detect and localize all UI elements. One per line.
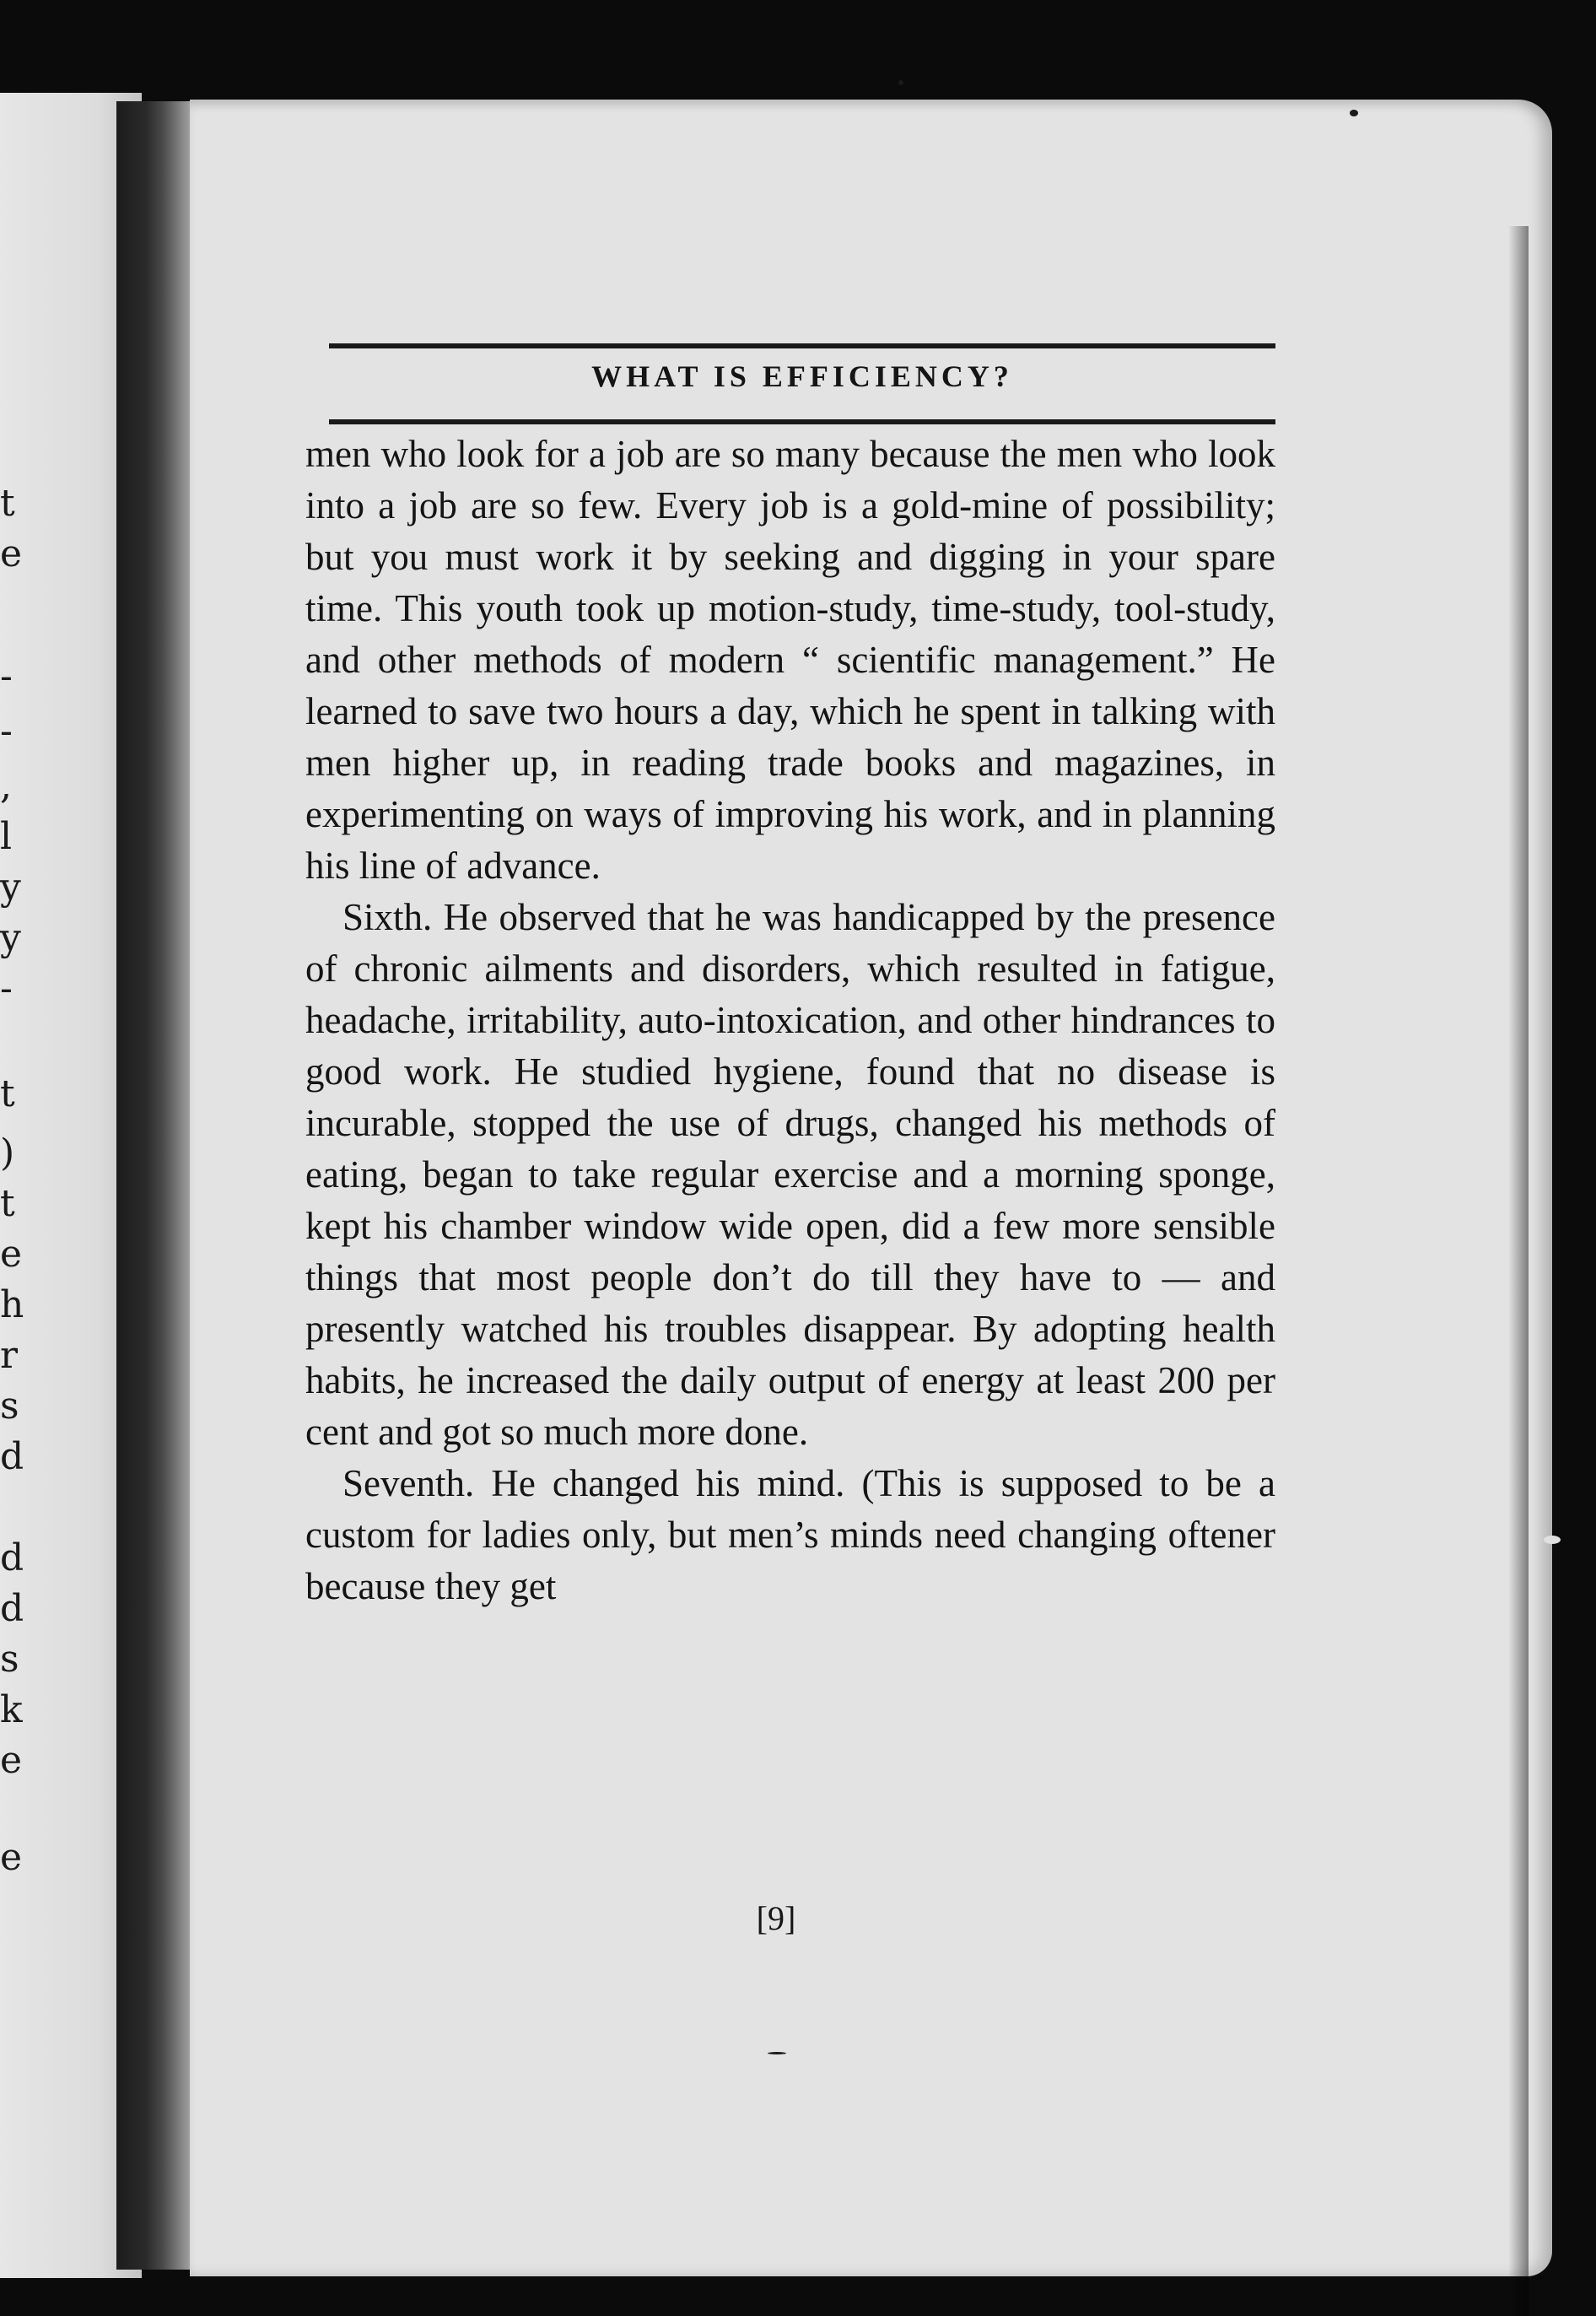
edge-letter: e	[0, 1739, 23, 1782]
book-gutter-shadow	[116, 101, 201, 2270]
edge-letter: e	[0, 1233, 23, 1276]
edge-letter: e	[0, 1836, 23, 1879]
edge-letter: e	[0, 532, 23, 575]
edge-letter: ,	[0, 764, 12, 807]
edge-letter: d	[0, 1587, 24, 1630]
edge-letter: )	[0, 1131, 15, 1174]
paragraph: men who look for a job are so many because the men who look into a job are so few. Every job is a gold-mine of possibility; but you must work it by seeking and digging in your spare time. This youth took up motion-study, time-study, tool-study, and other methods of modern “ scientific management.” He learned to save two hours a day, which he spent in talking with men higher up, in reading trade books and magazines, in experimenting on ways of improving his work, and in planning his line of advance.	[305, 433, 1275, 887]
dust-speck	[768, 2052, 786, 2054]
edge-letter: k	[0, 1688, 23, 1731]
header-rule-bottom	[329, 419, 1275, 424]
edge-letter: -	[0, 710, 13, 753]
edge-letter: s	[0, 1638, 19, 1681]
edge-letter: l	[0, 815, 13, 858]
header-rule-top	[329, 343, 1275, 348]
edge-letter: t	[0, 482, 15, 525]
edge-letter: -	[0, 967, 13, 1010]
running-head: WHAT IS EFFICIENCY?	[591, 359, 1013, 393]
dust-speck	[898, 80, 903, 85]
dust-speck	[1350, 110, 1358, 116]
edge-letter: t	[0, 1072, 15, 1115]
paragraph: Sixth. He observed that he was handicapped by the presence of chronic ailments and disorders, which resulted in fatigue, headache, irritability, auto-intoxication, and other hindrances to good work. He studied hygiene, found that no disease is incurable, stopped the use of drugs, changed his methods of eating, began to take regular exercise and a morning sponge, kept his chamber window wide open, did a few more sensible things that most people don’t do till they have to — and presently watched his troubles disappear. By adopting health habits, he increased the daily output of energy at least 200 per cent and got so much more done.	[305, 896, 1275, 1453]
edge-letter: h	[0, 1283, 24, 1326]
edge-letter: y	[0, 866, 21, 909]
page-edge-shadow	[1508, 226, 1529, 2316]
edge-letter: r	[0, 1334, 19, 1377]
edge-letter: y	[0, 916, 21, 959]
edge-letter: s	[0, 1385, 19, 1428]
body-text	[305, 429, 1275, 1612]
edge-letter: d	[0, 1536, 24, 1579]
edge-letter: t	[0, 1182, 15, 1225]
edge-letter: d	[0, 1435, 24, 1478]
paragraph: Seventh. He changed his mind. (This is supposed to be a custom for ladies only, but men’s minds need changing oftener because they get	[305, 1462, 1275, 1607]
dust-speck	[1544, 1536, 1561, 1544]
edge-letter: -	[0, 655, 13, 698]
page-number: [9]	[756, 1899, 796, 1937]
